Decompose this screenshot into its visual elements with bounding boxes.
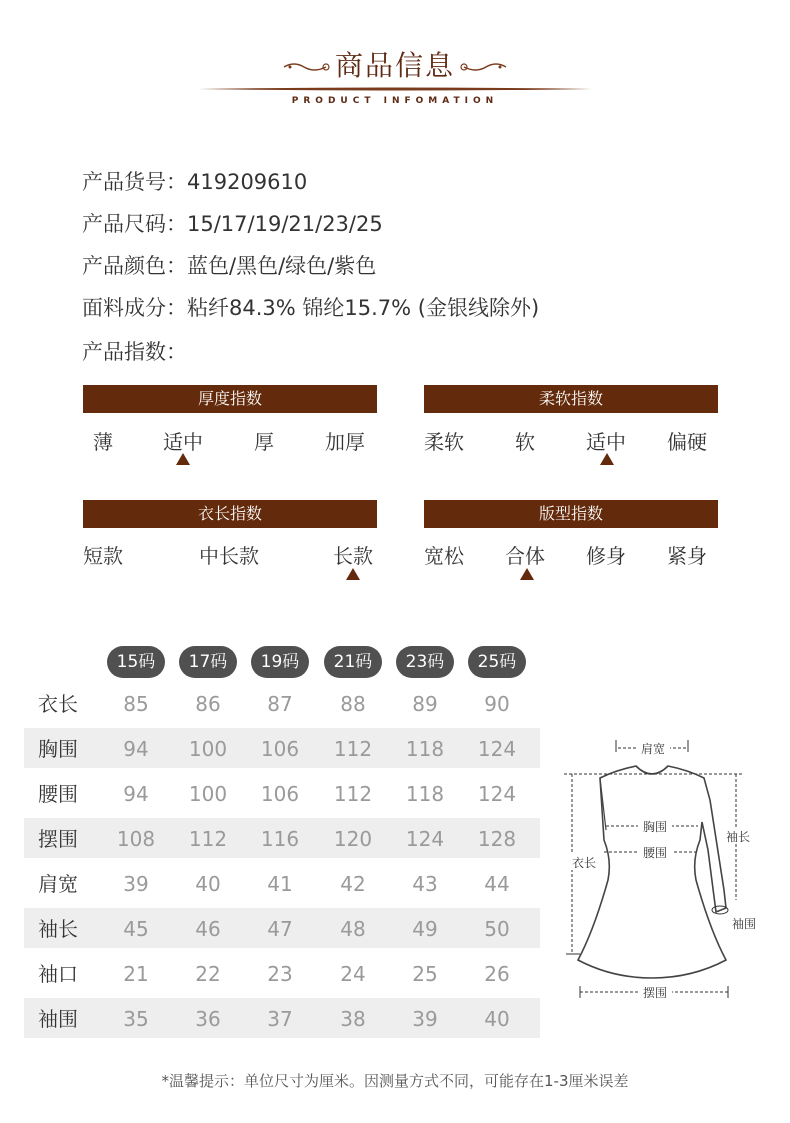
size-header-pill: 19码 bbox=[251, 646, 309, 678]
table-row-label: 肩宽 bbox=[38, 872, 78, 896]
table-row-label: 袖口 bbox=[38, 962, 78, 986]
table-cell: 112 bbox=[333, 737, 373, 761]
table-cell: 26 bbox=[484, 962, 510, 986]
softness-option: 柔软 bbox=[424, 430, 464, 454]
thickness-option: 加厚 bbox=[325, 430, 365, 454]
info-line-fabric bbox=[82, 292, 539, 322]
length-option: 短款 bbox=[83, 544, 123, 568]
table-cell: 50 bbox=[484, 917, 510, 941]
table-cell: 41 bbox=[267, 872, 293, 896]
page-title: 商品信息 bbox=[334, 49, 455, 82]
selected-marker-icon bbox=[346, 568, 360, 580]
thickness-option-selected: 适中 bbox=[163, 430, 203, 454]
table-cell: 35 bbox=[123, 1007, 149, 1031]
table-row-label: 袖长 bbox=[38, 917, 78, 941]
table-cell: 89 bbox=[412, 692, 438, 716]
selected-marker-icon bbox=[520, 568, 534, 580]
table-cell: 45 bbox=[123, 917, 149, 941]
table-cell: 24 bbox=[340, 962, 366, 986]
info-label: 面料成分： bbox=[82, 296, 187, 320]
softness-option: 偏硬 bbox=[667, 430, 707, 454]
table-cell: 48 bbox=[340, 917, 366, 941]
table-cell: 36 bbox=[195, 1007, 221, 1031]
table-cell: 23 bbox=[267, 962, 293, 986]
fit-option: 紧身 bbox=[667, 544, 707, 568]
table-row-label: 衣长 bbox=[38, 692, 78, 716]
table-cell: 49 bbox=[412, 917, 438, 941]
table-cell: 25 bbox=[412, 962, 438, 986]
table-cell: 37 bbox=[267, 1007, 293, 1031]
size-header-pill: 15码 bbox=[107, 646, 165, 678]
table-cell: 39 bbox=[412, 1007, 438, 1031]
table-cell: 100 bbox=[188, 737, 228, 761]
table-cell: 85 bbox=[123, 692, 149, 716]
info-line-sku bbox=[82, 166, 307, 196]
table-cell: 40 bbox=[484, 1007, 510, 1031]
table-cell: 106 bbox=[260, 737, 300, 761]
size-header-pill: 25码 bbox=[468, 646, 526, 678]
size-header-pill: 21码 bbox=[324, 646, 382, 678]
info-line-sizes bbox=[82, 208, 383, 238]
fit-index-bar: 版型指数 bbox=[424, 500, 718, 528]
table-cell: 118 bbox=[405, 737, 445, 761]
diagram-length-label: 衣长 bbox=[571, 856, 597, 870]
selected-marker-icon bbox=[600, 453, 614, 465]
info-value: 15/17/19/21/23/25 bbox=[187, 212, 383, 236]
diagram-hem-label: 摆围 bbox=[642, 986, 668, 1000]
info-label: 产品颜色： bbox=[82, 254, 187, 278]
length-option: 中长款 bbox=[199, 544, 259, 568]
table-cell: 94 bbox=[123, 737, 149, 761]
right-ornament-icon bbox=[458, 60, 508, 74]
table-cell: 39 bbox=[123, 872, 149, 896]
table-cell: 120 bbox=[333, 827, 373, 851]
table-cell: 124 bbox=[405, 827, 445, 851]
garment-measurement-diagram bbox=[560, 730, 770, 1010]
length-index-bar: 衣长指数 bbox=[83, 500, 377, 528]
table-cell: 90 bbox=[484, 692, 510, 716]
size-note: *温馨提示：单位尺寸为厘米。因测量方式不同，可能存在1-3厘米误差 bbox=[161, 1072, 629, 1090]
table-row-label: 摆围 bbox=[38, 827, 78, 851]
title-divider bbox=[198, 86, 592, 92]
info-value: 419209610 bbox=[187, 170, 308, 194]
table-cell: 40 bbox=[195, 872, 221, 896]
table-cell: 47 bbox=[267, 917, 293, 941]
fit-option-selected: 合体 bbox=[505, 544, 545, 568]
table-cell: 108 bbox=[116, 827, 156, 851]
table-row-label: 腰围 bbox=[38, 782, 78, 806]
info-line-index bbox=[82, 336, 187, 366]
diagram-sleeve-length-label: 袖长 bbox=[725, 830, 751, 844]
table-cell: 94 bbox=[123, 782, 149, 806]
selected-marker-icon bbox=[176, 453, 190, 465]
table-cell: 38 bbox=[340, 1007, 366, 1031]
softness-option: 软 bbox=[515, 430, 535, 454]
left-ornament-icon bbox=[282, 60, 332, 74]
fit-option: 宽松 bbox=[424, 544, 464, 568]
size-header-pill: 23码 bbox=[396, 646, 454, 678]
page-subtitle: PRODUCT INFOMATION bbox=[291, 96, 499, 106]
softness-index-bar: 柔软指数 bbox=[424, 385, 718, 413]
table-row-label: 袖围 bbox=[38, 1007, 78, 1031]
table-cell: 46 bbox=[195, 917, 221, 941]
table-cell: 112 bbox=[333, 782, 373, 806]
size-header-pill: 17码 bbox=[179, 646, 237, 678]
length-option-selected: 长款 bbox=[333, 544, 373, 568]
info-value: 蓝色/黑色/绿色/紫色 bbox=[187, 254, 377, 278]
table-cell: 21 bbox=[123, 962, 149, 986]
table-cell: 22 bbox=[195, 962, 221, 986]
diagram-sleeve-girth-label: 袖围 bbox=[731, 917, 757, 931]
thickness-option: 厚 bbox=[254, 430, 274, 454]
table-cell: 87 bbox=[267, 692, 293, 716]
table-cell: 124 bbox=[477, 782, 517, 806]
table-cell: 100 bbox=[188, 782, 228, 806]
table-cell: 44 bbox=[484, 872, 510, 896]
info-label: 产品指数： bbox=[82, 340, 187, 364]
diagram-waist-label: 腰围 bbox=[642, 846, 668, 860]
table-cell: 118 bbox=[405, 782, 445, 806]
info-line-colors bbox=[82, 250, 376, 280]
table-cell: 42 bbox=[340, 872, 366, 896]
info-label: 产品货号： bbox=[82, 170, 187, 194]
info-label: 产品尺码： bbox=[82, 212, 187, 236]
diagram-chest-label: 胸围 bbox=[642, 820, 668, 834]
thickness-index-bar: 厚度指数 bbox=[83, 385, 377, 413]
table-cell: 128 bbox=[477, 827, 517, 851]
info-value: 粘纤84.3% 锦纶15.7% (金银线除外) bbox=[187, 296, 540, 320]
table-cell: 88 bbox=[340, 692, 366, 716]
table-cell: 112 bbox=[188, 827, 228, 851]
table-cell: 124 bbox=[477, 737, 517, 761]
table-cell: 116 bbox=[260, 827, 300, 851]
table-cell: 106 bbox=[260, 782, 300, 806]
fit-option: 修身 bbox=[586, 544, 626, 568]
table-cell: 86 bbox=[195, 692, 221, 716]
thickness-option: 薄 bbox=[93, 430, 113, 454]
softness-option-selected: 适中 bbox=[586, 430, 626, 454]
diagram-shoulder-label: 肩宽 bbox=[640, 742, 666, 756]
table-row-label: 胸围 bbox=[38, 737, 78, 761]
table-cell: 43 bbox=[412, 872, 438, 896]
